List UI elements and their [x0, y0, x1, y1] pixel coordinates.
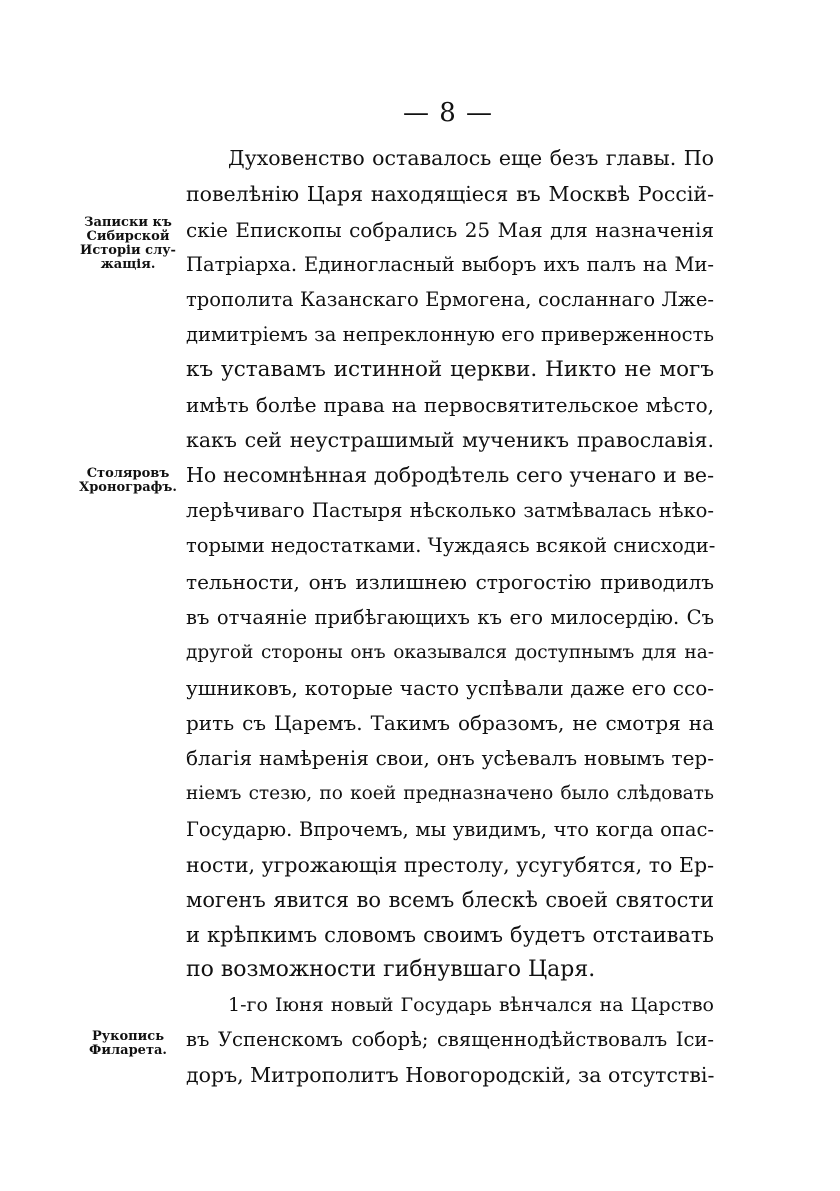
text-line: могенъ явится во всемъ блескѣ своей святости — [186, 888, 714, 912]
text-line: димитріемъ за непреклонную его приверженность — [186, 323, 714, 346]
text-line: скіе Епископы собрались 25 Мая для назначенія — [186, 218, 714, 242]
text-line: ности, угрожающія престолу, усугубятся, то Ер- — [186, 853, 714, 877]
text-line: по возможности гибнувшаго Царя. — [186, 957, 596, 982]
text-line: торыми недостатками. Чуждаясь всякой снисходи- — [186, 534, 716, 557]
margin-note-line: Записки къ — [84, 215, 172, 230]
text-line: къ уставамъ истинной церкви. Никто не могъ — [186, 357, 714, 382]
margin-note-line: Столяровъ — [86, 466, 170, 481]
text-line: и крѣпкимъ словомъ своимъ будетъ отстаивать — [186, 923, 714, 947]
margin-note-line: Исторіи слу- — [80, 243, 176, 258]
text-line: въ отчаяніе прибѣгающихъ къ его милосердію. Съ — [186, 606, 714, 629]
margin-note-line: Рукопись — [91, 1029, 165, 1044]
margin-note-line: Сибирской — [86, 229, 170, 244]
text-line: благія намѣренія свои, онъ усѣевалъ новымъ тер- — [186, 746, 714, 770]
margin-note-line: Хронографъ. — [79, 480, 177, 495]
text-line: Духовенство оставалось еще безъ главы. По — [228, 146, 714, 170]
text-line: трополита Казанскаго Ермогена, сосланнаго Лже- — [186, 288, 714, 311]
text-line: ніемъ стезю, по коей предназначено было слѣдовать — [186, 783, 714, 804]
text-line: тельности, онъ излишнею строгостію приводилъ — [186, 570, 714, 594]
text-line: имѣть болѣе права на первосвятительское мѣсто, — [186, 393, 714, 417]
text-line: лерѣчиваго Пастыря нѣсколько затмѣвалась нѣко- — [186, 499, 714, 522]
text-line: повелѣнію Царя находящіеся въ Москвѣ Россій- — [186, 182, 714, 206]
text-line: въ Успенскомъ соборѣ; священнодѣйствовалъ Іси- — [186, 1028, 714, 1051]
text-line: Патріарха. Единогласный выборъ ихъ палъ на Ми- — [186, 253, 714, 276]
text-line: Но несомнѣнная добродѣтель сего ученаго и ве- — [186, 463, 714, 487]
margin-note — [72, 1030, 184, 1058]
margin-note — [72, 216, 184, 272]
text-line: доръ, Митрополитъ Новогородскій, за отсутстві- — [186, 1063, 715, 1087]
text-line: ушниковъ, которые часто успѣвали даже его ссо- — [186, 676, 714, 700]
page-number: — 8 — — [402, 98, 494, 128]
text-line: рить съ Царемъ. Такимъ образомъ, не смотря на — [186, 711, 714, 735]
text-line: 1-го Іюня новый Государь вѣнчался на Царство — [228, 994, 714, 1016]
margin-note-line: Филарета. — [89, 1043, 167, 1058]
text-line: какъ сей неустрашимый мученикъ православія. — [186, 428, 714, 452]
margin-note-line: жащія. — [100, 257, 156, 272]
margin-note — [72, 467, 184, 495]
text-line: другой стороны онъ оказывался доступнымъ для на- — [186, 642, 714, 663]
text-line: Государю. Впрочемъ, мы увидимъ, что когда опас- — [186, 818, 714, 841]
